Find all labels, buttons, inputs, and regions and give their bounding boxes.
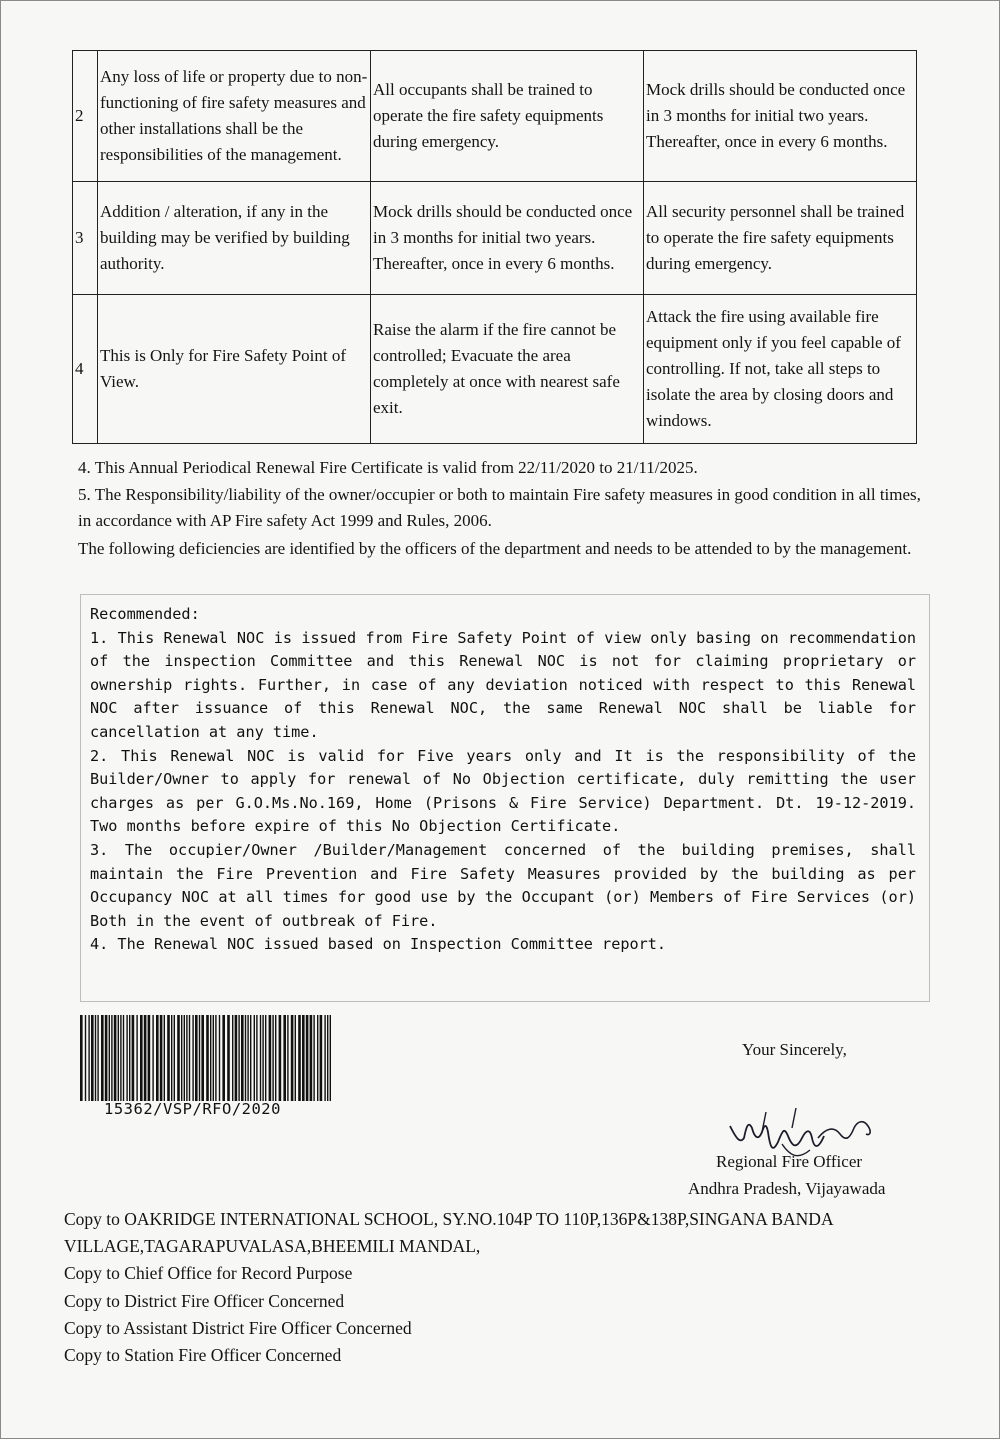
condition-cell: Attack the fire using available fire equipment only if you feel capable of controlling. If not, take all steps to isolate the area by closing doors and windows. [644, 295, 917, 444]
condition-cell: This is Only for Fire Safety Point of View. [98, 295, 371, 444]
table-row [73, 51, 917, 182]
condition-cell: Addition / alteration, if any in the building may be verified by building authority. [98, 182, 371, 295]
copy-to-item: Copy to District Fire Officer Concerned [64, 1290, 345, 1311]
closing-salutation: Your Sincerely, [742, 1040, 847, 1059]
recommended-item: 2. This Renewal NOC is valid for Five years only and It is the responsibility of the Builder/Owner to apply for renewal of No Objection certificate, duly remitting the user charges as per G.O.Ms.No.169, Home (Prisons & Fire Service) Department. Dt. 19-12-2019. Two months before expire of this No Objection Certificate. [90, 746, 916, 836]
row-number: 3 [73, 182, 98, 295]
validity-paragraph: 4. This Annual Periodical Renewal Fire Certificate is valid from 22/11/2020 to 21/11/2025. [78, 458, 698, 477]
barcode-number: 15362/VSP/RFO/2020 [104, 1100, 281, 1118]
table-row [73, 182, 917, 295]
fire-safety-measures-table [72, 50, 917, 444]
recommended-item: 4. The Renewal NOC issued based on Inspection Committee report. [90, 935, 667, 954]
deficiencies-paragraph: The following deficiencies are identified by the officers of the department and needs to be attended to by the management. [78, 539, 912, 558]
condition-cell: All occupants shall be trained to operate the fire safety equipments during emergency. [371, 51, 644, 182]
condition-cell: Mock drills should be conducted once in 3 months for initial two years. Thereafter, once in every 6 months. [371, 182, 644, 295]
row-number: 4 [73, 295, 98, 444]
copy-to-item: Copy to Station Fire Officer Concerned [64, 1345, 342, 1366]
copy-to-item: Copy to Assistant District Fire Officer Concerned [64, 1317, 412, 1338]
copy-to-item: Copy to Chief Office for Record Purpose [64, 1263, 353, 1284]
condition-cell: Raise the alarm if the fire cannot be controlled; Evacuate the area completely at once with nearest safe exit. [371, 295, 644, 444]
copy-to-list [64, 1206, 924, 1369]
responsibility-paragraph: 5. The Responsibility/liability of the owner/occupier or both to maintain Fire safety measures in good condition in all times, in accordance with AP Fire safety Act 1999 and Rules, 2006. [78, 485, 921, 530]
barcode-image [80, 1015, 332, 1101]
recommended-item: 1. This Renewal NOC is issued from Fire Safety Point of view only basing on recommendation of the inspection Committee and this Renewal NOC is not for claiming proprietary or ownership rights. Further, in case of any deviation noticed with respect to this Renewal NOC after issuance of this Renewal NOC, the same Renewal NOC shall be liable for cancellation at any time. [90, 628, 916, 741]
condition-cell: Mock drills should be conducted once in 3 months for initial two years. Thereafter, once in every 6 months. [644, 51, 917, 182]
officer-title: Regional Fire Officer [716, 1152, 863, 1171]
recommended-item: 3. The occupier/Owner /Builder/Management concerned of the building premises, shall maintain the Fire Prevention and Fire Safety Measures provided by the building as per Occupancy NOC at all times for good use by the Occupant (or) Members of Fire Services (or) Both in the event of outbreak of Fire. [90, 840, 916, 930]
recommended-section [90, 603, 916, 957]
row-number: 2 [73, 51, 98, 182]
table-row [73, 295, 917, 444]
recommended-heading: Recommended: [90, 605, 200, 623]
condition-cell: All security personnel shall be trained to operate the fire safety equipments during emergency. [644, 182, 917, 295]
condition-cell: Any loss of life or property due to non-functioning of fire safety measures and other installations shall be the responsibilities of the management. [98, 51, 371, 182]
copy-to-item: Copy to OAKRIDGE INTERNATIONAL SCHOOL, SY.NO.104P TO 110P,136P&138P,SINGANA BANDA VILLAGE,TAGARAPUVALASA,BHEEMILI MANDAL, [64, 1209, 833, 1257]
officer-place: Andhra Pradesh, Vijayawada [688, 1179, 886, 1198]
